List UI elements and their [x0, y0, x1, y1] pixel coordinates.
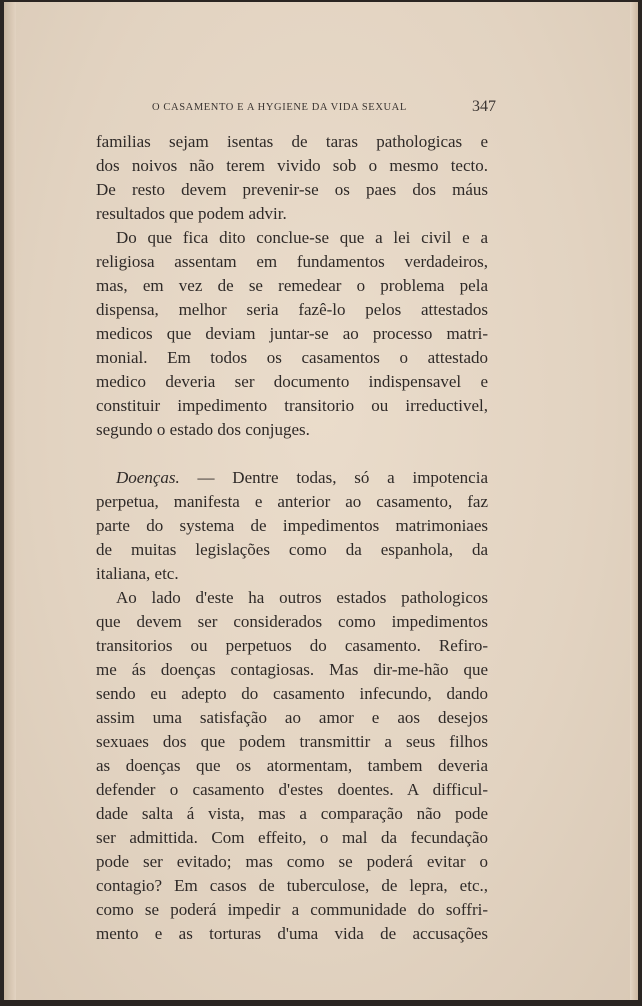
text-line: constituir impedimento transitorio ou irreductivel, — [96, 396, 488, 415]
text-line: Ao lado d'este ha outros estados pathologicos — [116, 588, 488, 607]
text-line: parte do systema de impedimentos matrimoniaes — [96, 516, 488, 535]
text-line: que devem ser considerados como impedimentos — [96, 612, 488, 631]
text-line: segundo o estado dos conjuges. — [96, 420, 310, 439]
paragraph — [96, 130, 488, 226]
text-line: ser admittida. Com effeito, o mal da fecundação — [96, 828, 488, 847]
text-line: como se poderá impedir a communidade do soffri- — [96, 900, 488, 919]
page-edge-shadow — [630, 2, 638, 1000]
text-line: dos noivos não terem vivido sob o mesmo tecto. — [96, 156, 488, 175]
text-line: medico deveria ser documento indispensavel e — [96, 372, 488, 391]
paragraph — [96, 466, 488, 586]
text-line: as doenças que os atormentam, tambem deveria — [96, 756, 488, 775]
text-line: dispensa, melhor seria fazê-lo pelos attestados — [96, 300, 488, 319]
paragraph — [96, 226, 488, 442]
text-line: defender o casamento d'estes doentes. A difficul- — [96, 780, 488, 799]
text-line: assim uma satisfação ao amor e aos desejos — [96, 708, 488, 727]
text-span: — Dentre todas, só a impotencia — [179, 468, 488, 487]
page-number: 347 — [472, 98, 496, 115]
section-heading: Doenças. — [116, 468, 180, 487]
text-line: religiosa assentam em fundamentos verdadeiros, — [96, 252, 488, 271]
text-line: De resto devem prevenir-se os paes dos máus — [96, 180, 488, 199]
paragraph — [96, 586, 488, 946]
text-line: monial. Em todos os casamentos o attestado — [96, 348, 488, 367]
text-line: resultados que podem advir. — [96, 204, 287, 223]
text-line: pode ser evitado; mas como se poderá evitar o — [96, 852, 488, 871]
book-page — [4, 2, 638, 1000]
body-text — [96, 130, 488, 946]
text-line: perpetua, manifesta e anterior ao casamento, faz — [96, 492, 488, 511]
text-line: Do que fica dito conclue-se que a lei civil e a — [116, 228, 488, 247]
text-line: italiana, etc. — [96, 564, 179, 583]
text-line: transitorios ou perpetuos do casamento. Refiro- — [96, 636, 488, 655]
text-line: familias sejam isentas de taras pathologicas e — [96, 132, 488, 151]
text-line: medicos que deviam juntar-se ao processo matri- — [96, 324, 488, 343]
text-line: mento e as torturas d'uma vida de accusações — [96, 924, 488, 943]
page-gutter-shadow — [4, 2, 16, 1000]
text-line: sexuaes dos que podem transmittir a seus filhos — [96, 732, 488, 751]
text-line — [96, 466, 488, 490]
text-line: de muitas legislações como da espanhola, da — [96, 540, 488, 559]
text-line: contagio? Em casos de tuberculose, de lepra, etc., — [96, 876, 488, 895]
running-head — [152, 98, 496, 118]
text-line: mas, em vez de se remedear o problema pela — [96, 276, 488, 295]
text-line: me ás doenças contagiosas. Mas dir-me-hão que — [96, 660, 488, 679]
text-line: dade salta á vista, mas a comparação não pode — [96, 804, 488, 823]
running-title: O CASAMENTO E A HYGIENE DA VIDA SEXUAL — [152, 102, 407, 113]
paragraph-gap — [96, 442, 488, 466]
text-line: sendo eu adepto do casamento infecundo, dando — [96, 684, 488, 703]
